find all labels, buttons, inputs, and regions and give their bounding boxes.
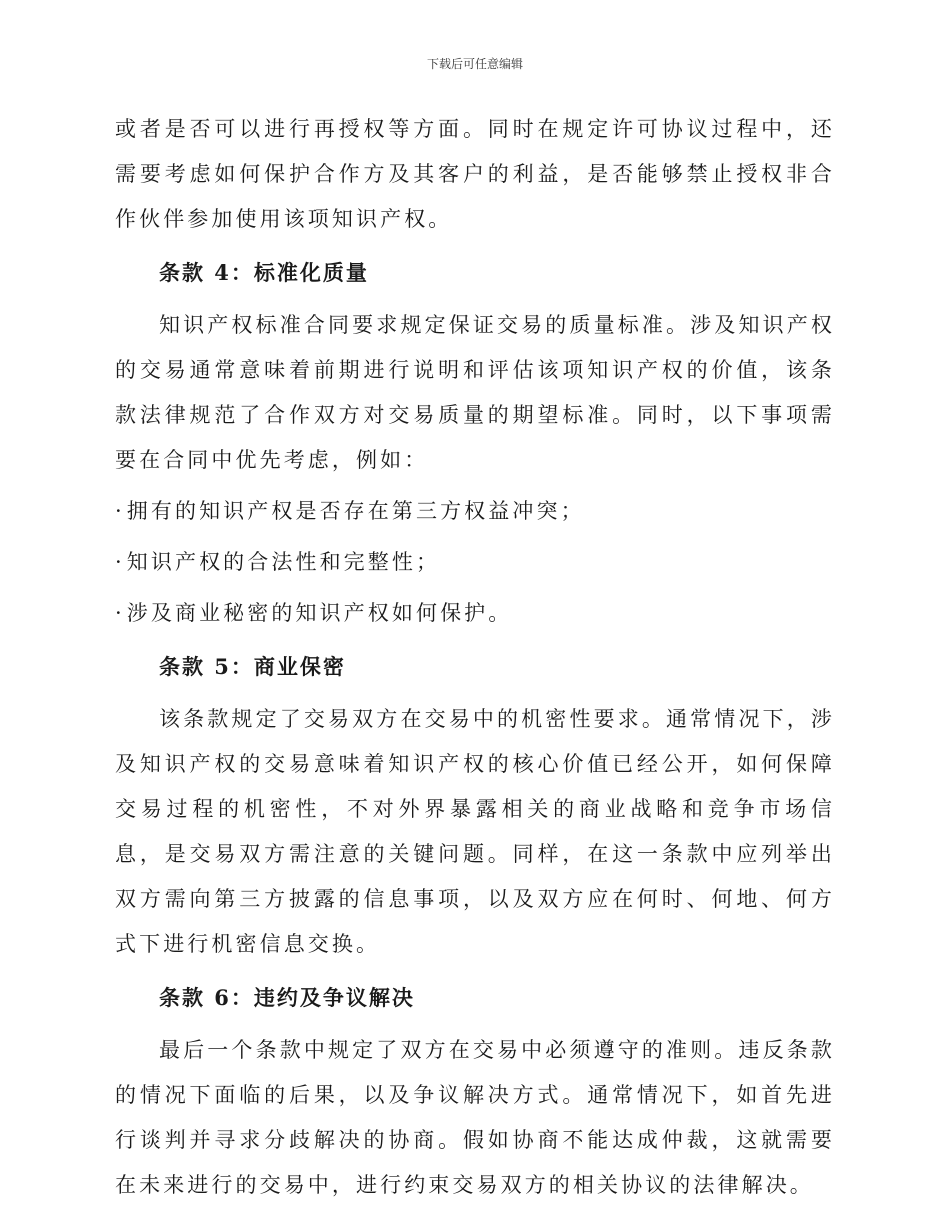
paragraph-clause-4: 知识产权标准合同要求规定保证交易的质量标准。涉及知识产权的交易通常意味着前期进行说明和评估该项知识产权的价值，该条款法律规范了合作双方对交易质量的期望标准。同时，以下事项需要在合同中优先考虑，例如： xyxy=(115,313,835,472)
list-item xyxy=(115,540,835,585)
bullet-icon: · xyxy=(115,499,125,523)
paragraph-clause-5: 该条款规定了交易双方在交易中的机密性要求。通常情况下，涉及知识产权的交易意味着知识产权的核心价值已经公开，如何保障交易过程的机密性，不对外界暴露相关的商业战略和竞争市场信息，是交易双方需注意的关键问题。同样，在这一条款中应列举出双方需向第三方披露的信息事项，以及双方应在何时、何地、何方式下进行机密信息交换。 xyxy=(115,707,835,956)
paragraph-continuation: 或者是否可以进行再授权等方面。同时在规定许可协议过程中，还需要考虑如何保护合作方及其客户的利益，是否能够禁止授权非合作伙伴参加使用该项知识产权。 xyxy=(115,117,835,231)
section-heading-clause-4: 条款 4：标准化质量 xyxy=(159,260,369,285)
section-heading-clause-5: 条款 5：商业保密 xyxy=(159,654,346,679)
document-body xyxy=(115,107,835,1208)
bullet-icon: · xyxy=(115,601,125,625)
list-item-text: 涉及商业秘密的知识产权如何保护。 xyxy=(126,601,513,625)
bullet-icon: · xyxy=(115,550,125,574)
list-item-text: 拥有的知识产权是否存在第三方权益冲突； xyxy=(126,499,585,523)
page-header: 下载后可任意编辑 xyxy=(426,57,523,71)
list-item xyxy=(115,489,835,534)
list-item xyxy=(115,591,835,636)
list-item-text: 知识产权的合法性和完整性； xyxy=(126,550,441,574)
section-heading-clause-6: 条款 6：违约及争议解决 xyxy=(159,985,415,1010)
paragraph-clause-6: 最后一个条款中规定了双方在交易中必须遵守的准则。违反条款的情况下面临的后果，以及争议解决方式。通常情况下，如首先进行谈判并寻求分歧解决的协商。假如协商不能达成仲裁，这就需要在未来进行的交易中，进行约束交易双方的相关协议的法律解决。 xyxy=(115,1038,835,1197)
